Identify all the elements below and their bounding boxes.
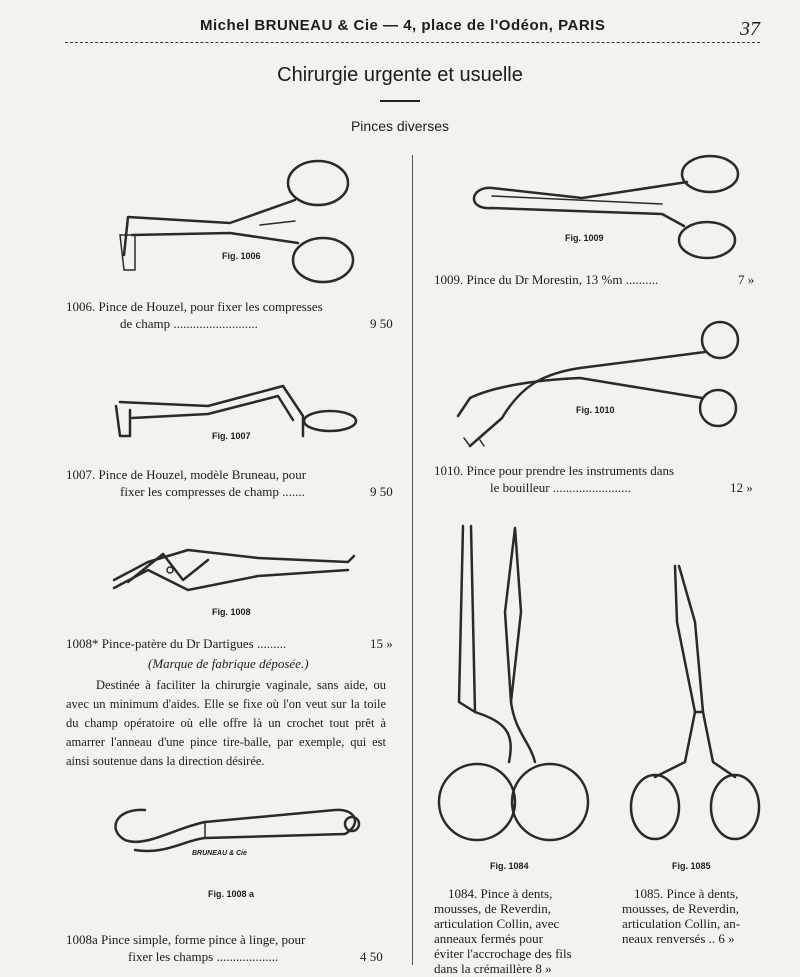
entry-1010-line1: 1010. Pince pour prendre les instruments dans: [434, 463, 675, 478]
entry-1010-price: 12 »: [730, 480, 753, 495]
entry-1008-description: Destinée à faciliter la chirurgie vaginale, sans aide, ou avec un minimum d'aides. Elle se fixe où l'on veut sur la toile du champ opératoire où elle offre là un crochet tout prêt à amarrer l'anneau d'une pince tire-balle, par exemple, qui est ainsi soutenue dans la direction désirée.: [66, 678, 386, 768]
entry-1008a-line2: fixer les champs ...................: [128, 949, 279, 964]
entry-1009-line1: 1009. Pince du Dr Morestin, 13 %m ..........: [434, 272, 659, 287]
entry-1085-line2: mousses, de Reverdin,: [622, 901, 739, 916]
entry-1006-price: 9 50: [370, 316, 393, 331]
entry-1084-line6: dans la crémaillère 8 »: [434, 961, 552, 976]
fig-1084-caption: Fig. 1084: [490, 861, 529, 871]
fig-1008a-caption: Fig. 1008 a: [208, 889, 255, 899]
forceps-1085-illustration: [625, 562, 765, 847]
page-header-title: Michel BRUNEAU & Cie — 4, place de l'Odéon, PARIS: [200, 17, 606, 34]
entry-1007-line2: fixer les compresses de champ .......: [120, 484, 305, 499]
entry-1084-line1: 1084. Pince à dents,: [448, 886, 553, 901]
entry-1008a-price: 4 50: [360, 949, 383, 964]
subsection-title: Pinces diverses: [350, 118, 450, 134]
entry-1006-line2: de champ ..........................: [120, 316, 258, 331]
fig-1010-caption: Fig. 1010: [576, 405, 615, 415]
forceps-1010-illustration: [450, 318, 745, 450]
entry-1084-line2: mousses, de Reverdin,: [434, 901, 551, 916]
entry-1085-line4: neaux renversés .. 6 »: [622, 931, 735, 946]
forceps-1008-illustration: [108, 540, 363, 600]
entry-1084-line5: éviter l'accrochage des fils: [434, 946, 572, 961]
page-number: 37: [740, 18, 760, 40]
entry-1085-line1: 1085. Pince à dents,: [634, 886, 739, 901]
fig-1085-caption: Fig. 1085: [672, 861, 711, 871]
entry-1007-line1: 1007. Pince de Houzel, modèle Bruneau, pour: [66, 467, 307, 482]
entry-1085-line3: articulation Collin, an-: [622, 916, 741, 931]
section-title: Chirurgie urgente et usuelle: [277, 64, 523, 86]
header-rule: [65, 42, 760, 43]
engraving-1008a: BRUNEAU & Cie: [192, 850, 247, 857]
section-rule: [380, 100, 420, 102]
fig-1009-caption: Fig. 1009: [565, 233, 604, 243]
entry-1084-line4: anneaux fermés pour: [434, 931, 544, 946]
entry-1008-price: 15 »: [370, 636, 393, 651]
fig-1006-caption: Fig. 1006: [222, 251, 261, 261]
forceps-1084-illustration: [435, 522, 595, 852]
entry-1006-line1: 1006. Pince de Houzel, pour fixer les compresses: [66, 299, 323, 314]
entry-1008a-line1: 1008a Pince simple, forme pince à linge, pour: [66, 932, 306, 947]
entry-1008-line1: 1008* Pince-patère du Dr Dartigues .........: [66, 636, 287, 651]
forceps-1009-illustration: [462, 152, 747, 262]
entry-1009-price: 7 »: [738, 272, 755, 287]
fig-1008-caption: Fig. 1008: [212, 607, 251, 617]
column-divider: [412, 155, 413, 965]
entry-1010-line2: le bouilleur ........................: [490, 480, 631, 495]
entry-1008-trademark: (Marque de fabrique déposée.): [148, 656, 309, 671]
forceps-1006-illustration: [110, 155, 370, 290]
fig-1007-caption: Fig. 1007: [212, 431, 251, 441]
entry-1084-line3: articulation Collin, avec: [434, 916, 560, 931]
entry-1007-price: 9 50: [370, 484, 393, 499]
